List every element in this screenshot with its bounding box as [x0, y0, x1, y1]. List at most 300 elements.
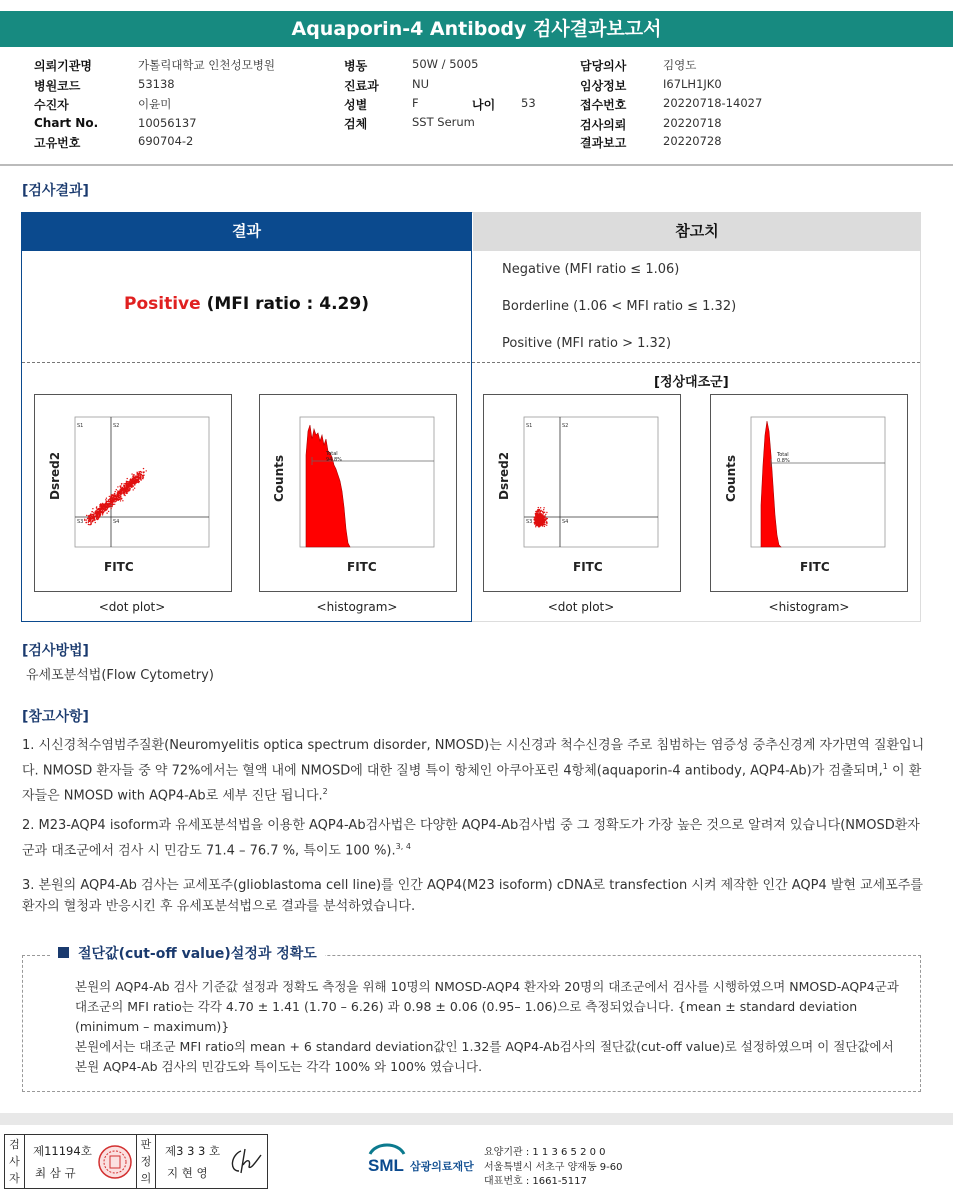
- footer-info-3: 대표번호 : 1661-5117: [484, 1176, 587, 1187]
- scatter-dot: [535, 526, 536, 527]
- scatter-dot: [537, 516, 538, 517]
- scatter-dot: [138, 476, 139, 477]
- scatter-dot: [110, 497, 111, 498]
- scatter-dot: [119, 490, 120, 491]
- scatter-dot: [121, 498, 122, 499]
- patient-dot-x-label: FITC: [104, 560, 134, 574]
- scatter-dot: [103, 511, 104, 512]
- scatter-dot: [135, 476, 136, 477]
- note-1-tail: 이 환자들은 NMOSD with AQP4-Ab로 세부 진단 됩니다.: [22, 763, 922, 804]
- scatter-dot: [547, 518, 548, 519]
- reference-header: 참고치: [473, 212, 921, 251]
- control-quadrant-s3: S3: [526, 519, 533, 525]
- scatter-dot: [543, 521, 544, 522]
- scatter-dot: [97, 515, 98, 516]
- scatter-dot: [108, 507, 109, 508]
- patient-gate-value: 94.8%: [326, 457, 342, 463]
- scatter-dot: [122, 500, 123, 501]
- logo-org-name: 삼광의료재단: [410, 1160, 474, 1173]
- scatter-dot: [543, 509, 544, 510]
- result-value: [21, 294, 472, 314]
- scatter-dot: [114, 501, 115, 502]
- value-request-date: 20220718: [663, 116, 722, 130]
- patient-hist-x-label: FITC: [347, 560, 377, 574]
- scatter-dot: [542, 515, 543, 516]
- scatter-dot: [125, 487, 126, 488]
- cutoff-text: [75, 977, 905, 1077]
- signature-box: [4, 1134, 268, 1189]
- scatter-dot: [537, 511, 538, 512]
- scatter-dot: [115, 495, 116, 496]
- scatter-dot: [89, 515, 90, 516]
- scatter-dot: [93, 520, 94, 521]
- scatter-dot: [536, 513, 537, 514]
- scatter-dot: [135, 479, 136, 480]
- inspector-seal-icon: [97, 1144, 133, 1180]
- scatter-dot: [112, 497, 113, 498]
- scatter-dot: [111, 506, 112, 507]
- scatter-dot: [129, 481, 130, 482]
- scatter-dot: [99, 516, 100, 517]
- scatter-dot: [143, 471, 144, 472]
- scatter-dot: [544, 519, 545, 520]
- scatter-dot: [85, 522, 86, 523]
- label-chart-no: Chart No.: [34, 116, 99, 130]
- scatter-dot: [113, 499, 114, 500]
- control-hist-x-label: FITC: [800, 560, 830, 574]
- inspector-license: 제11194호: [33, 1144, 92, 1158]
- value-report-date: 20220728: [663, 134, 722, 148]
- scatter-dot: [140, 478, 141, 479]
- footer-info-1: 요양기관 : 1 1 3 6 5 2 0 0: [484, 1147, 606, 1158]
- note-2-text: 2. M23-AQP4 isoform과 유세포분석법을 이용한 AQP4-Ab검사법은 다양한 AQP4-Ab검사법 중 그 정확도가 가장 높은 것으로 알려져 있습니다(NMOSD환자군과 대조군에서 검사 시 민감도 71.4 – 76.7 %, 특이도 100 %).: [22, 818, 920, 859]
- scatter-dot: [84, 519, 85, 520]
- scatter-dot: [122, 488, 123, 489]
- scatter-dot: [141, 472, 142, 473]
- scatter-dot: [118, 496, 119, 497]
- scatter-dot: [95, 516, 96, 517]
- value-unique-no: 690704-2: [138, 134, 194, 148]
- scatter-dot: [86, 519, 87, 520]
- quadrant-s3: S3: [77, 519, 84, 525]
- scatter-dot: [117, 495, 118, 496]
- scatter-dot: [534, 523, 535, 524]
- value-doctor: 김영도: [663, 58, 697, 72]
- value-ward: 50W / 5005: [412, 57, 479, 71]
- patient-histogram-area: [306, 425, 350, 547]
- control-dot-y-label: Dsred2: [497, 451, 511, 500]
- scatter-dot: [545, 514, 546, 515]
- scatter-dot: [116, 489, 117, 490]
- scatter-dot: [91, 518, 92, 519]
- scatter-dot: [108, 499, 109, 500]
- scatter-dot: [132, 480, 133, 481]
- scatter-dot: [114, 493, 115, 494]
- scatter-dot: [128, 486, 129, 487]
- scatter-dot: [540, 507, 541, 508]
- scatter-dot: [103, 509, 104, 510]
- sml-logo-icon: [366, 1140, 408, 1178]
- note-1-ref-2: 2: [322, 787, 328, 797]
- mfi-ratio-value: (MFI ratio : 4.29): [206, 294, 369, 314]
- scatter-dot: [127, 491, 128, 492]
- scatter-dot: [541, 520, 542, 521]
- scatter-dot: [128, 490, 129, 491]
- scatter-dot: [111, 501, 112, 502]
- scatter-dot: [542, 523, 543, 524]
- scatter-dot: [93, 512, 94, 513]
- scatter-dot: [124, 489, 125, 490]
- label-patient: 수진자: [34, 98, 69, 112]
- scatter-dot: [543, 520, 544, 521]
- scatter-dot: [543, 507, 544, 508]
- scatter-dot: [120, 487, 121, 488]
- note-2-ref: 3, 4: [395, 842, 411, 851]
- approver-license: 제3 3 3 호: [165, 1144, 221, 1158]
- scatter-dot: [133, 489, 134, 490]
- scatter-dot: [538, 525, 539, 526]
- scatter-dot: [93, 518, 94, 519]
- scatter-dot: [544, 517, 545, 518]
- scatter-dot: [140, 477, 141, 478]
- scatter-dot: [100, 505, 101, 506]
- scatter-dot: [96, 513, 97, 514]
- control-dot-caption: <dot plot>: [547, 600, 615, 614]
- scatter-dot: [120, 500, 121, 501]
- scatter-dot: [127, 478, 128, 479]
- scatter-dot: [99, 512, 100, 513]
- scatter-dot: [111, 498, 112, 499]
- scatter-dot: [101, 508, 102, 509]
- scatter-dot: [107, 501, 108, 502]
- scatter-dot: [103, 507, 104, 508]
- scatter-dot: [538, 513, 539, 514]
- header-divider: [0, 164, 953, 166]
- cutoff-paragraph-1: 본원의 AQP4-Ab 검사 기준값 설정과 정확도 측정을 위해 10명의 NMOSD-AQP4 환자와 20명의 대조군에서 검사를 시행하였으며 NMOSD-AQP4군과 대조군의 MFI ratio는 각각 4.70 ± 1.41 (1.70 – 6.26) 과 0.98 ± 0.06 (0.95– 1.06)으로 측정되었습니다. {mean ± standard deviation (minimum – maximum)}: [75, 979, 899, 1034]
- note-2: [22, 815, 930, 861]
- scatter-dot: [538, 509, 539, 510]
- scatter-dot: [540, 516, 541, 517]
- label-age: 나이: [472, 98, 496, 112]
- control-gate-label: Total: [777, 452, 789, 458]
- scatter-dot: [127, 489, 128, 490]
- scatter-dot: [126, 490, 127, 491]
- scatter-dot: [146, 470, 147, 471]
- scatter-dot: [96, 507, 97, 508]
- scatter-dot: [124, 486, 125, 487]
- scatter-dot: [127, 481, 128, 482]
- scatter-dot: [128, 483, 129, 484]
- patient-hist-y-label: Counts: [272, 454, 286, 502]
- label-report-date: 결과보고: [580, 136, 627, 150]
- scatter-dot: [134, 477, 135, 478]
- scatter-dot: [114, 504, 115, 505]
- scatter-dot: [122, 490, 123, 491]
- scatter-dot: [104, 510, 105, 511]
- scatter-dot: [90, 513, 91, 514]
- approver-name: 지 현 영: [167, 1166, 208, 1180]
- label-ward: 병동: [344, 59, 368, 73]
- scatter-dot: [546, 522, 547, 523]
- scatter-dot: [92, 517, 93, 518]
- scatter-dot: [97, 519, 98, 520]
- control-group-label: [정상대조군]: [654, 375, 729, 390]
- scatter-dot: [92, 521, 93, 522]
- note-1: [22, 735, 930, 807]
- reference-negative: Negative (MFI ratio ≤ 1.06): [502, 262, 680, 277]
- label-request-date: 검사의뢰: [580, 118, 627, 132]
- scatter-dot: [116, 500, 117, 501]
- cutoff-title: [50, 943, 325, 963]
- scatter-dot: [112, 504, 113, 505]
- scatter-dot: [130, 485, 131, 486]
- quadrant-s1: S1: [77, 423, 84, 429]
- label-specimen: 검체: [344, 117, 368, 131]
- scatter-dot: [131, 481, 132, 482]
- scatter-dot: [140, 479, 141, 480]
- value-institution: 가톨릭대학교 인천성모병원: [138, 58, 275, 72]
- scatter-dot: [89, 524, 90, 525]
- scatter-dot: [540, 511, 541, 512]
- scatter-dot: [140, 474, 141, 475]
- scatter-dot: [544, 526, 545, 527]
- patient-hist-caption: <histogram>: [316, 600, 398, 614]
- scatter-dot: [542, 511, 543, 512]
- scatter-dot: [139, 471, 140, 472]
- control-quadrant-s1: S1: [526, 423, 533, 429]
- scatter-dot: [126, 484, 127, 485]
- note-1-ref-1: 1: [882, 762, 888, 771]
- label-clinical-info: 임상정보: [580, 79, 627, 93]
- scatter-dot: [104, 504, 105, 505]
- results-heading: [검사결과]: [22, 183, 89, 199]
- patient-dot-y-label: Dsred2: [48, 451, 62, 500]
- footer-info-2: 서울특별시 서초구 양재동 9-60: [484, 1162, 623, 1173]
- scatter-dot: [105, 509, 106, 510]
- value-hospital-code: 53138: [138, 77, 175, 91]
- scatter-dot: [127, 487, 128, 488]
- scatter-dot: [124, 483, 125, 484]
- scatter-dot: [100, 514, 101, 515]
- scatter-dot: [106, 506, 107, 507]
- scatter-dot: [539, 524, 540, 525]
- label-sex: 성별: [344, 98, 368, 112]
- scatter-dot: [537, 525, 538, 526]
- approver-label-text: 판 정 의: [140, 1138, 152, 1185]
- scatter-dot: [537, 518, 538, 519]
- label-doctor: 담당의사: [580, 59, 627, 73]
- scatter-dot: [117, 486, 118, 487]
- value-receipt-no: 20220718-14027: [663, 96, 763, 110]
- label-department: 진료과: [344, 79, 379, 93]
- scatter-dot: [92, 508, 93, 509]
- scatter-dot: [106, 498, 107, 499]
- value-clinical-info: I67LH1JK0: [663, 77, 722, 91]
- reference-positive: Positive (MFI ratio > 1.32): [502, 336, 672, 351]
- scatter-dot: [120, 485, 121, 486]
- label-unique-no: 고유번호: [34, 136, 81, 150]
- control-quadrant-s4: S4: [562, 519, 569, 525]
- scatter-dot: [97, 511, 98, 512]
- control-histogram-area: [761, 421, 781, 547]
- scatter-dot: [115, 491, 116, 492]
- scatter-dot: [110, 495, 111, 496]
- control-gate-value: 0.8%: [777, 458, 790, 464]
- scatter-dot: [102, 514, 103, 515]
- scatter-dot: [88, 522, 89, 523]
- inspector-name: 최 삼 규: [35, 1166, 76, 1180]
- scatter-dot: [110, 499, 111, 500]
- approver-label: [136, 1135, 156, 1188]
- scatter-dot: [542, 513, 543, 514]
- scatter-dot: [106, 512, 107, 513]
- control-quadrant-s2: S2: [562, 423, 569, 429]
- scatter-dot: [121, 483, 122, 484]
- scatter-dot: [127, 493, 128, 494]
- scatter-dot: [536, 521, 537, 522]
- scatter-dot: [91, 516, 92, 517]
- notes-heading: [참고사항]: [22, 709, 89, 725]
- scatter-dot: [109, 503, 110, 504]
- result-header: 결과: [21, 212, 472, 251]
- scatter-dot: [543, 524, 544, 525]
- control-hist-caption: <histogram>: [768, 600, 850, 614]
- quadrant-s4: S4: [113, 519, 120, 525]
- scatter-dot: [143, 477, 144, 478]
- control-hist-y-label: Counts: [724, 454, 738, 502]
- scatter-dot: [143, 468, 144, 469]
- scatter-dot: [544, 515, 545, 516]
- scatter-dot: [120, 496, 121, 497]
- report-title: Aquaporin-4 Antibody 검사결과보고서: [0, 11, 953, 47]
- patient-dot-caption: <dot plot>: [98, 600, 166, 614]
- scatter-dot: [110, 506, 111, 507]
- scatter-dot: [88, 518, 89, 519]
- value-sex: F: [412, 96, 419, 110]
- signature-icon: [227, 1145, 265, 1179]
- scatter-dot: [89, 519, 90, 520]
- scatter-dot: [101, 507, 102, 508]
- scatter-dot: [86, 515, 87, 516]
- scatter-dot: [113, 501, 114, 502]
- logo-text: SML: [368, 1156, 404, 1175]
- scatter-dot: [119, 499, 120, 500]
- value-patient: 이윤미: [138, 97, 172, 111]
- method-text: 유세포분석법(Flow Cytometry): [26, 668, 214, 683]
- scatter-dot: [97, 509, 98, 510]
- scatter-dot: [97, 513, 98, 514]
- scatter-dot: [115, 498, 116, 499]
- scatter-dot: [141, 477, 142, 478]
- scatter-dot: [132, 485, 133, 486]
- scatter-dot: [100, 511, 101, 512]
- scatter-dot: [536, 522, 537, 523]
- control-dot-x-label: FITC: [573, 560, 603, 574]
- scatter-dot: [143, 475, 144, 476]
- scatter-dot: [546, 512, 547, 513]
- scatter-dot: [93, 514, 94, 515]
- scatter-dot: [90, 521, 91, 522]
- method-heading: [검사방법]: [22, 643, 89, 659]
- scatter-dot: [138, 479, 139, 480]
- scatter-dot: [134, 484, 135, 485]
- label-receipt-no: 접수번호: [580, 98, 627, 112]
- scatter-dot: [131, 473, 132, 474]
- cutoff-paragraph-2: 본원에서는 대조군 MFI ratio의 mean + 6 standard deviation값인 1.32를 AQP4-Ab검사의 절단값(cut-off value)로 설정하였으며 이 절단값에서 본원 AQP4-Ab 검사의 민감도와 특이도는 각각 100% 와 100% 였습니다.: [75, 1039, 894, 1074]
- scatter-dot: [142, 478, 143, 479]
- scatter-dot: [546, 519, 547, 520]
- scatter-dot: [133, 481, 134, 482]
- scatter-dot: [538, 507, 539, 508]
- scatter-dot: [102, 513, 103, 514]
- scatter-dot: [133, 474, 134, 475]
- label-hospital-code: 병원코드: [34, 79, 81, 93]
- scatter-dot: [539, 514, 540, 515]
- result-dashed-divider: [22, 362, 920, 363]
- footer-divider: [0, 1113, 953, 1125]
- scatter-dot: [95, 522, 96, 523]
- scatter-dot: [121, 493, 122, 494]
- value-chart-no: 10056137: [138, 116, 197, 130]
- scatter-dot: [137, 477, 138, 478]
- scatter-dot: [93, 515, 94, 516]
- scatter-dot: [105, 502, 106, 503]
- scatter-dot: [536, 516, 537, 517]
- note-3: 3. 본원의 AQP4-Ab 검사는 교세포주(glioblastoma cell line)를 인간 AQP4(M23 isoform) cDNA로 transfection 시켜 제작한 인간 AQP4 발현 교세포주를 환자의 혈청과 반응시킨 후 유세포분석법으로 결과를 분석하였습니다.: [22, 878, 923, 914]
- scatter-dot: [136, 482, 137, 483]
- label-institution: 의뢰기관명: [34, 59, 92, 73]
- quadrant-s2: S2: [113, 423, 120, 429]
- scatter-dot: [123, 493, 124, 494]
- scatter-dot: [539, 523, 540, 524]
- scatter-dot: [99, 504, 100, 505]
- scatter-dot: [92, 511, 93, 512]
- inspector-label-text: 검 사 자: [9, 1138, 20, 1185]
- scatter-dot: [121, 492, 122, 493]
- scatter-dot: [103, 504, 104, 505]
- scatter-dot: [540, 512, 541, 513]
- scatter-dot: [108, 511, 109, 512]
- inspector-label: [5, 1135, 25, 1188]
- scatter-dot: [138, 481, 139, 482]
- scatter-dot: [539, 521, 540, 522]
- square-bullet-icon: [58, 947, 69, 958]
- scatter-dot: [534, 516, 535, 517]
- scatter-dot: [105, 499, 106, 500]
- value-age: 53: [521, 96, 536, 110]
- positive-word: Positive: [124, 294, 201, 314]
- scatter-dot: [539, 519, 540, 520]
- value-department: NU: [412, 77, 430, 91]
- patient-gate-label: Total: [326, 451, 338, 457]
- scatter-dot: [110, 508, 111, 509]
- scatter-dot: [546, 525, 547, 526]
- scatter-dot: [124, 491, 125, 492]
- scatter-dot: [118, 491, 119, 492]
- scatter-dot: [109, 496, 110, 497]
- scatter-dot: [104, 505, 105, 506]
- scatter-dot: [88, 521, 89, 522]
- scatter-dot: [96, 518, 97, 519]
- scatter-dot: [134, 488, 135, 489]
- cutoff-title-text: 절단값(cut-off value)설정과 정확도: [78, 946, 317, 962]
- scatter-dot: [95, 510, 96, 511]
- reference-borderline: Borderline (1.06 < MFI ratio ≤ 1.32): [502, 299, 737, 314]
- scatter-dot: [130, 478, 131, 479]
- scatter-dot: [88, 524, 89, 525]
- scatter-dot: [90, 523, 91, 524]
- scatter-dot: [107, 504, 108, 505]
